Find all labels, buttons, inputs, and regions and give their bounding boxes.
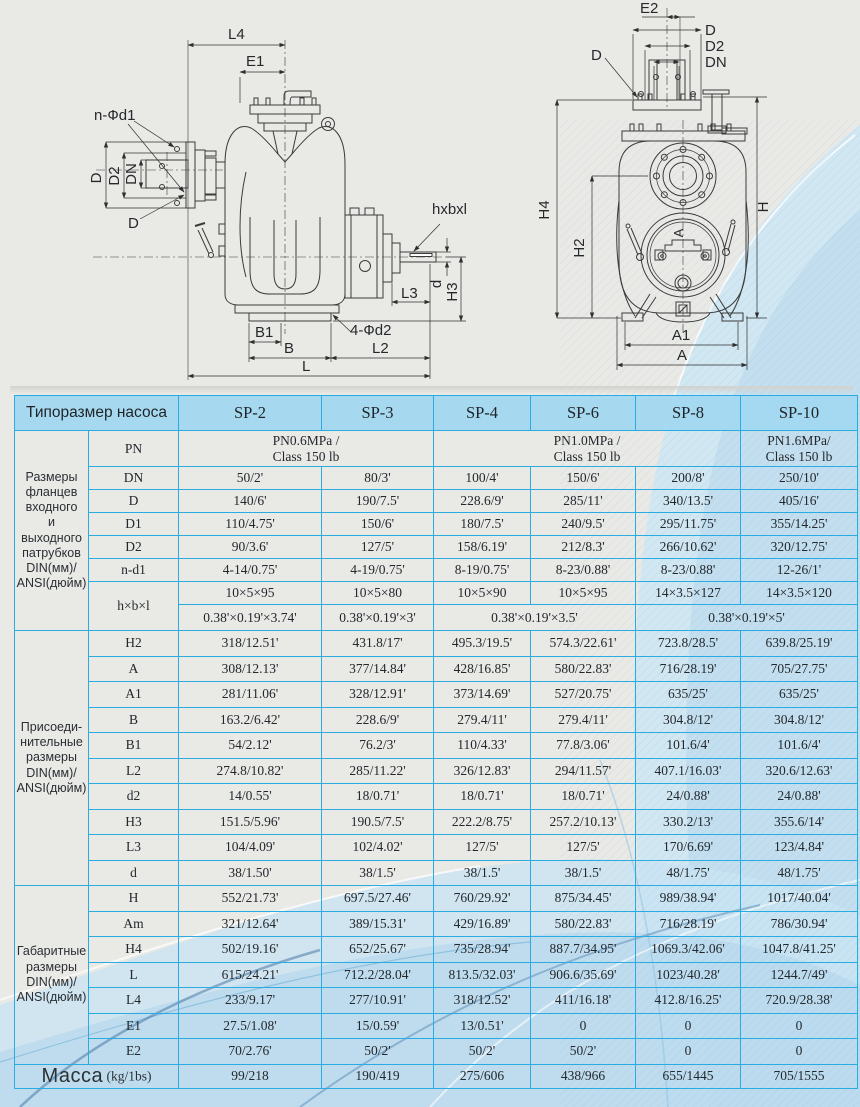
value-cell: 101.6/4' bbox=[636, 733, 741, 759]
mass-row-label bbox=[15, 1064, 179, 1088]
dimension-lines bbox=[106, 45, 466, 379]
value-cell: 527/20.75' bbox=[531, 682, 636, 708]
value-cell: 212/8.3' bbox=[531, 536, 636, 559]
dim-label-a: A bbox=[676, 347, 688, 364]
value-cell: 304.8/12' bbox=[741, 707, 858, 733]
value-cell: 158/6.19' bbox=[434, 536, 531, 559]
value-cell: 228.6/9' bbox=[434, 490, 531, 513]
value-cell: 639.8/25.19' bbox=[741, 631, 858, 657]
value-cell: 48/1.75' bbox=[636, 860, 741, 886]
dim-label-h: H bbox=[755, 201, 772, 213]
value-cell: 250/10' bbox=[741, 467, 858, 490]
value-cell: 1069.3/42.06' bbox=[636, 937, 741, 963]
value-cell: 635/25' bbox=[741, 682, 858, 708]
dim-label-d2: D2 bbox=[106, 166, 123, 186]
value-cell: 326/12.83' bbox=[434, 758, 531, 784]
dim-label-dn: DN bbox=[123, 163, 140, 185]
dim-label-l2: L2 bbox=[372, 340, 389, 357]
value-cell: 24/0.88' bbox=[741, 784, 858, 810]
group-label: Габаритные размеры DIN(мм)/ ANSI(дюйм) bbox=[15, 886, 89, 1065]
value-cell: 502/19.16' bbox=[179, 937, 322, 963]
value-cell: 411/16.18' bbox=[531, 988, 636, 1014]
dim-label-l: L bbox=[302, 358, 311, 375]
value-cell: 10×5×95 bbox=[179, 582, 322, 605]
value-cell: 127/5' bbox=[434, 835, 531, 861]
value-cell: 1244.7/49' bbox=[741, 962, 858, 988]
param-label: E2 bbox=[89, 1039, 179, 1065]
value-cell: 723.8/28.5' bbox=[636, 631, 741, 657]
param-label: E1 bbox=[89, 1013, 179, 1039]
value-cell: 716/28.19' bbox=[636, 656, 741, 682]
pump-side-view-drawing bbox=[88, 2, 488, 392]
param-label: H bbox=[89, 886, 179, 912]
mass-value-cell: 438/966 bbox=[531, 1064, 636, 1088]
param-label: L2 bbox=[89, 758, 179, 784]
value-cell: 4-19/0.75' bbox=[322, 559, 434, 582]
dim-label-b: B bbox=[284, 340, 295, 357]
value-cell: 580/22.83' bbox=[531, 911, 636, 937]
value-cell: 54/2.12' bbox=[179, 733, 322, 759]
value-cell: 906.6/35.69' bbox=[531, 962, 636, 988]
pump-casing bbox=[219, 127, 345, 322]
value-cell: 12-26/1' bbox=[741, 559, 858, 582]
mass-unit: (kg/1bs) bbox=[103, 1068, 152, 1083]
value-cell: 355/14.25' bbox=[741, 513, 858, 536]
value-cell: 163.2/6.42' bbox=[179, 707, 322, 733]
value-cell: 340/13.5' bbox=[636, 490, 741, 513]
value-cell: 615/24.21' bbox=[179, 962, 322, 988]
value-cell: 150/6' bbox=[322, 513, 434, 536]
dim-label-4-fd2: 4-Фd2 bbox=[350, 322, 392, 339]
value-cell: 635/25' bbox=[636, 682, 741, 708]
value-cell: 786/30.94' bbox=[741, 911, 858, 937]
param-label: A bbox=[89, 656, 179, 682]
param-label: D2 bbox=[89, 536, 179, 559]
value-cell: 0 bbox=[636, 1039, 741, 1065]
value-cell: 4-14/0.75' bbox=[179, 559, 322, 582]
value-cell: 0 bbox=[636, 1013, 741, 1039]
param-label: D bbox=[89, 490, 179, 513]
value-cell: 8-19/0.75' bbox=[434, 559, 531, 582]
value-cell: 0 bbox=[741, 1013, 858, 1039]
value-cell: 705/27.75' bbox=[741, 656, 858, 682]
param-label: L3 bbox=[89, 835, 179, 861]
column-header-sp-10: SP-10 bbox=[741, 396, 858, 431]
value-cell: 80/3' bbox=[322, 467, 434, 490]
param-label: B bbox=[89, 707, 179, 733]
param-label: D1 bbox=[89, 513, 179, 536]
value-cell: 110/4.75' bbox=[179, 513, 322, 536]
mass-value-cell: 190/419 bbox=[322, 1064, 434, 1088]
value-cell: 38/1.5' bbox=[322, 860, 434, 886]
value-cell: 0 bbox=[531, 1013, 636, 1039]
value-cell: 90/3.6' bbox=[179, 536, 322, 559]
value-cell: 580/22.83' bbox=[531, 656, 636, 682]
column-header-sp-4: SP-4 bbox=[434, 396, 531, 431]
value-cell: 240/9.5' bbox=[531, 513, 636, 536]
pump-front-view-drawing bbox=[535, 0, 860, 390]
value-cell: 697.5/27.46' bbox=[322, 886, 434, 912]
dim-label-a1: A1 bbox=[671, 327, 691, 344]
value-cell: 0.38'×0.19'×3.5' bbox=[434, 605, 636, 631]
param-label: d bbox=[89, 860, 179, 886]
value-cell: 285/11.22' bbox=[322, 758, 434, 784]
drain-lever bbox=[195, 223, 214, 258]
value-cell: 48/1.75' bbox=[741, 860, 858, 886]
mass-value-cell: 705/1555 bbox=[741, 1064, 858, 1088]
param-label: Am bbox=[89, 911, 179, 937]
value-cell: 76.2/3' bbox=[322, 733, 434, 759]
value-cell: 281/11.06' bbox=[179, 682, 322, 708]
pump-casing-front bbox=[617, 124, 749, 322]
param-label: L bbox=[89, 962, 179, 988]
value-cell: 127/5' bbox=[322, 536, 434, 559]
value-cell: 127/5' bbox=[531, 835, 636, 861]
param-label: DN bbox=[89, 467, 179, 490]
centerlines bbox=[667, 8, 683, 335]
value-cell: 0 bbox=[741, 1039, 858, 1065]
value-cell: 102/4.02' bbox=[322, 835, 434, 861]
value-cell: 389/15.31' bbox=[322, 911, 434, 937]
value-cell: 716/28.19' bbox=[636, 911, 741, 937]
mass-value-cell: 275/606 bbox=[434, 1064, 531, 1088]
value-cell: 355.6/14' bbox=[741, 809, 858, 835]
dim-label-h4: H4 bbox=[536, 200, 553, 220]
dim-label-d2: D2 bbox=[705, 38, 725, 55]
value-cell: 760/29.92' bbox=[434, 886, 531, 912]
value-cell: PN1.6MPa/ Class 150 lb bbox=[741, 431, 858, 467]
mass-word: Масса bbox=[41, 1064, 104, 1087]
value-cell: 38/1.5' bbox=[531, 860, 636, 886]
param-label: PN bbox=[89, 431, 179, 467]
value-cell: 50/2' bbox=[179, 467, 322, 490]
value-cell: 279.4/11' bbox=[531, 707, 636, 733]
value-cell: 50/2' bbox=[531, 1039, 636, 1065]
value-cell: 200/8' bbox=[636, 467, 741, 490]
value-cell: 266/10.62' bbox=[636, 536, 741, 559]
value-cell: 373/14.69' bbox=[434, 682, 531, 708]
value-cell: 190.5/7.5' bbox=[322, 809, 434, 835]
dim-label-d: D bbox=[705, 22, 716, 39]
value-cell: 38/1.5' bbox=[434, 860, 531, 886]
value-cell: 222.2/8.75' bbox=[434, 809, 531, 835]
value-cell: 10×5×90 bbox=[434, 582, 531, 605]
value-cell: 405/16' bbox=[741, 490, 858, 513]
value-cell: 377/14.84' bbox=[322, 656, 434, 682]
value-cell: 712.2/28.04' bbox=[322, 962, 434, 988]
value-cell: 110/4.33' bbox=[434, 733, 531, 759]
value-cell: 257.2/10.13' bbox=[531, 809, 636, 835]
param-label: H2 bbox=[89, 631, 179, 657]
value-cell: 320/12.75' bbox=[741, 536, 858, 559]
value-cell: 104/4.09' bbox=[179, 835, 322, 861]
dim-label-d-leader: D bbox=[591, 47, 602, 64]
value-cell: 170/6.69' bbox=[636, 835, 741, 861]
dim-label-d-leader: D bbox=[128, 215, 139, 232]
value-cell: 412.8/16.25' bbox=[636, 988, 741, 1014]
value-cell: 735/28.94' bbox=[434, 937, 531, 963]
param-label: H4 bbox=[89, 937, 179, 963]
column-header-sp-6: SP-6 bbox=[531, 396, 636, 431]
value-cell: 50/2' bbox=[434, 1039, 531, 1065]
value-cell: 277/10.91' bbox=[322, 988, 434, 1014]
value-cell: 330.2/13' bbox=[636, 809, 741, 835]
pump-spec-table bbox=[14, 395, 858, 1089]
dim-label-d-outer: D bbox=[88, 172, 105, 184]
value-cell: 813.5/32.03' bbox=[434, 962, 531, 988]
value-cell: 24/0.88' bbox=[636, 784, 741, 810]
column-header-sp-3: SP-3 bbox=[322, 396, 434, 431]
column-header-sp-8: SP-8 bbox=[636, 396, 741, 431]
value-cell: 18/0.71' bbox=[531, 784, 636, 810]
value-cell: 180/7.5' bbox=[434, 513, 531, 536]
value-cell: 428/16.85' bbox=[434, 656, 531, 682]
cover-a-marking: A bbox=[671, 228, 686, 238]
value-cell: 989/38.94' bbox=[636, 886, 741, 912]
value-cell: 0.38'×0.19'×5' bbox=[636, 605, 858, 631]
value-cell: 13/0.51' bbox=[434, 1013, 531, 1039]
value-cell: 151.5/5.96' bbox=[179, 809, 322, 835]
value-cell: 38/1.50' bbox=[179, 860, 322, 886]
value-cell: 285/11' bbox=[531, 490, 636, 513]
group-label: Размеры фланцев входного и выходного патрубков DIN(мм)/ ANSI(дюйм) bbox=[15, 431, 89, 631]
value-cell: 295/11.75' bbox=[636, 513, 741, 536]
value-cell: 1047.8/41.25' bbox=[741, 937, 858, 963]
value-cell: 720.9/28.38' bbox=[741, 988, 858, 1014]
value-cell: 150/6' bbox=[531, 467, 636, 490]
value-cell: 652/25.67' bbox=[322, 937, 434, 963]
value-cell: 431.8/17' bbox=[322, 631, 434, 657]
mass-value-cell: 655/1445 bbox=[636, 1064, 741, 1088]
value-cell: 70/2.76' bbox=[179, 1039, 322, 1065]
dim-label-l3: L3 bbox=[401, 285, 418, 302]
dim-label-d-shaft: d bbox=[428, 279, 445, 289]
group-label: Присоеди- нительные размеры DIN(мм)/ ANSI(дюйм) bbox=[15, 631, 89, 886]
value-cell: 8-23/0.88' bbox=[636, 559, 741, 582]
value-cell: 279.4/11' bbox=[434, 707, 531, 733]
value-cell: 318/12.52' bbox=[434, 988, 531, 1014]
value-cell: 10×5×80 bbox=[322, 582, 434, 605]
dim-label-n-fd1: n-Фd1 bbox=[94, 107, 136, 124]
value-cell: 15/0.59' bbox=[322, 1013, 434, 1039]
value-cell: 50/2' bbox=[322, 1039, 434, 1065]
value-cell: 407.1/16.03' bbox=[636, 758, 741, 784]
value-cell: 190/7.5' bbox=[322, 490, 434, 513]
dim-label-hxbxl: hxbxl bbox=[432, 201, 468, 218]
value-cell: 14/0.55' bbox=[179, 784, 322, 810]
value-cell: 552/21.73' bbox=[179, 886, 322, 912]
value-cell: 574.3/22.61' bbox=[531, 631, 636, 657]
value-cell: 77.8/3.06' bbox=[531, 733, 636, 759]
value-cell: 10×5×95 bbox=[531, 582, 636, 605]
value-cell: 318/12.51' bbox=[179, 631, 322, 657]
param-label: n-d1 bbox=[89, 559, 179, 582]
value-cell: 1017/40.04' bbox=[741, 886, 858, 912]
value-cell: 27.5/1.08' bbox=[179, 1013, 322, 1039]
value-cell: 304.8/12' bbox=[636, 707, 741, 733]
dim-label-h3: H3 bbox=[444, 282, 461, 302]
param-label: A1 bbox=[89, 682, 179, 708]
value-cell: 14×3.5×127 bbox=[636, 582, 741, 605]
param-label: B1 bbox=[89, 733, 179, 759]
value-cell: 8-23/0.88' bbox=[531, 559, 636, 582]
value-cell: 123/4.84' bbox=[741, 835, 858, 861]
value-cell: PN1.0MPa / Class 150 lb bbox=[434, 431, 741, 467]
param-label: d2 bbox=[89, 784, 179, 810]
bypass-valve bbox=[703, 90, 747, 141]
dim-label-h2: H2 bbox=[571, 238, 588, 258]
dim-label-e1: E1 bbox=[246, 53, 265, 70]
value-cell: 1023/40.28' bbox=[636, 962, 741, 988]
value-cell: 320.6/12.63' bbox=[741, 758, 858, 784]
param-label: h×b×l bbox=[89, 582, 179, 631]
value-cell: 429/16.89' bbox=[434, 911, 531, 937]
param-label: L4 bbox=[89, 988, 179, 1014]
value-cell: 321/12.64' bbox=[179, 911, 322, 937]
value-cell: 14×3.5×120 bbox=[741, 582, 858, 605]
value-cell: 100/4' bbox=[434, 467, 531, 490]
value-cell: 0.38'×0.19'×3' bbox=[322, 605, 434, 631]
value-cell: 0.38'×0.19'×3.74' bbox=[179, 605, 322, 631]
value-cell: 495.3/19.5' bbox=[434, 631, 531, 657]
discharge-flange bbox=[250, 91, 335, 154]
column-header-sp-2: SP-2 bbox=[179, 396, 322, 431]
value-cell: 274.8/10.82' bbox=[179, 758, 322, 784]
dim-label-e2: E2 bbox=[640, 0, 659, 17]
dim-label-l4: L4 bbox=[228, 26, 245, 43]
value-cell: PN0.6MPa / Class 150 lb bbox=[179, 431, 434, 467]
value-cell: 228.6/9' bbox=[322, 707, 434, 733]
value-cell: 18/0.71' bbox=[434, 784, 531, 810]
value-cell: 140/6' bbox=[179, 490, 322, 513]
value-cell: 308/12.13' bbox=[179, 656, 322, 682]
table-title: Типоразмер насоса bbox=[15, 396, 179, 431]
param-label: H3 bbox=[89, 809, 179, 835]
value-cell: 875/34.45' bbox=[531, 886, 636, 912]
value-cell: 233/9.17' bbox=[179, 988, 322, 1014]
value-cell: 328/12.91' bbox=[322, 682, 434, 708]
value-cell: 294/11.57' bbox=[531, 758, 636, 784]
mass-value-cell: 99/218 bbox=[179, 1064, 322, 1088]
value-cell: 18/0.71' bbox=[322, 784, 434, 810]
value-cell: 101.6/4' bbox=[741, 733, 858, 759]
dim-label-dn: DN bbox=[705, 54, 727, 71]
value-cell: 887.7/34.95' bbox=[531, 937, 636, 963]
dim-label-b1: B1 bbox=[255, 324, 274, 341]
